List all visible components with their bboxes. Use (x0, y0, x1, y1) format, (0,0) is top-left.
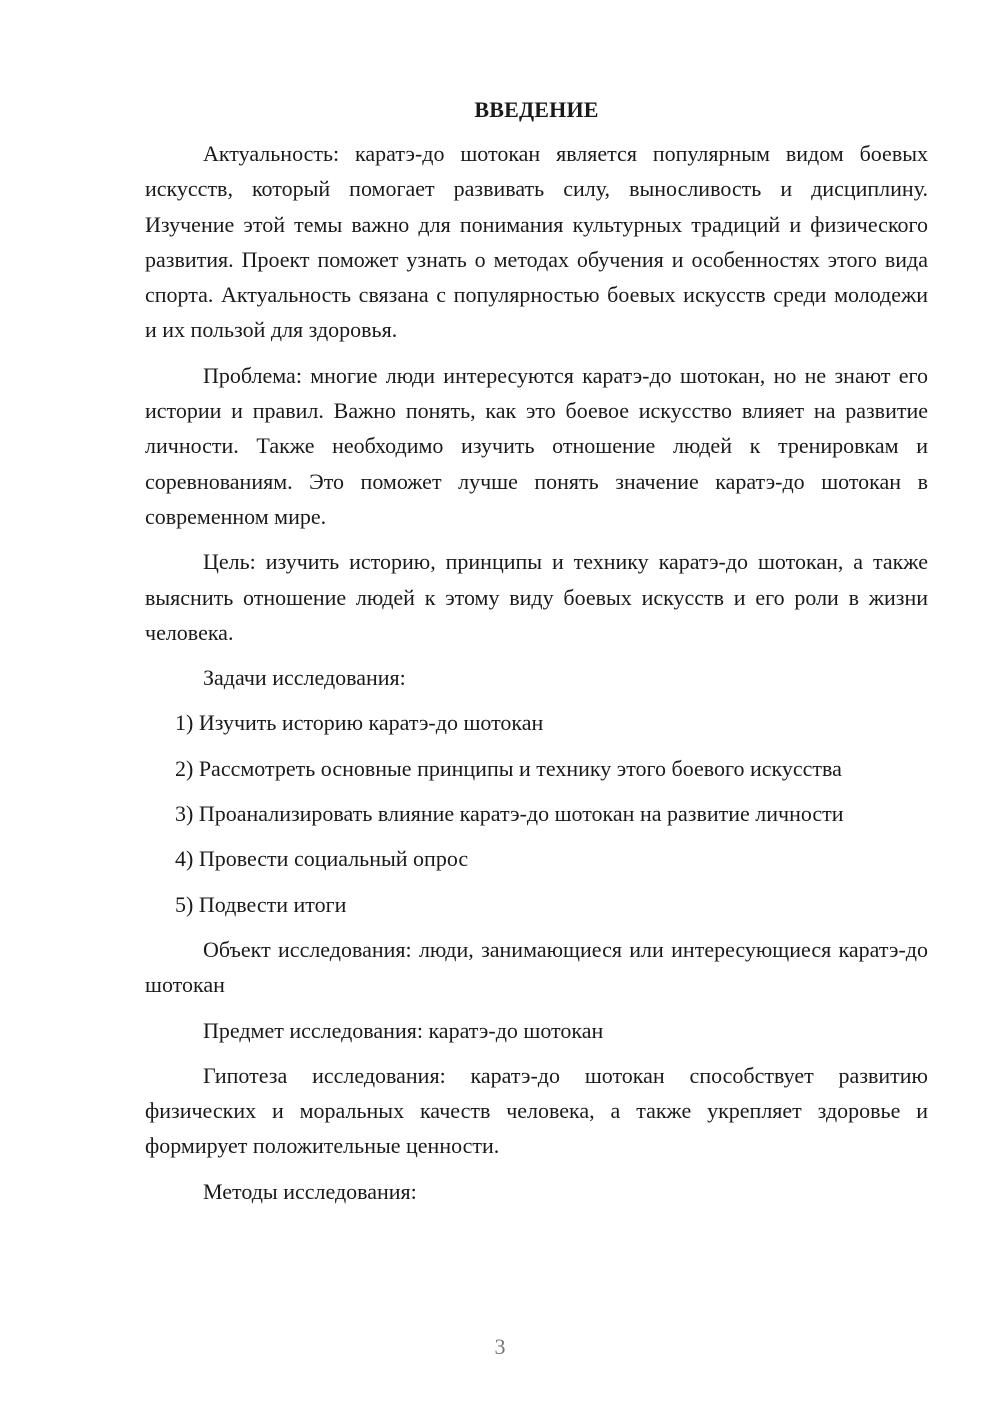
problem-paragraph: Проблема: многие люди интересуются каратэ-до шотокан, но не знают его истории и правил. Важно понять, как это боевое искусство влияет на развитие личности. Также необходимо изучить отношение людей к тренировкам и соревнованиям. Это поможет лучше понять значение каратэ-до шотокан в современном мире. (145, 362, 928, 529)
methods-heading: Методы исследования: (203, 1178, 417, 1204)
hypothesis-paragraph: Гипотеза исследования: каратэ-до шотокан способствует развитию физических и моральных качеств человека, а также укрепляет здоровье и формирует положительные ценности. (145, 1062, 928, 1159)
goal-paragraph: Цель: изучить историю, принципы и технику каратэ-до шотокан, а также выяснить отношение людей к этому виду боевых искусств и его роли в жизни человека. (145, 549, 928, 645)
subject-paragraph: Предмет исследования: каратэ-до шотокан (203, 1017, 604, 1043)
object-paragraph: Объект исследования: люди, занимающиеся или интересующиеся каратэ-до шотокан (145, 936, 928, 998)
page-number: 3 (494, 1334, 506, 1359)
relevance-paragraph: Актуальность: каратэ-до шотокан является популярным видом боевых искусств, который помогает развивать силу, выносливость и дисциплину. Изучение этой темы важно для понимания культурных традиций и физического развития. Проект поможет узнать о методах обучения и особенностях этого вида спорта. Актуальность связана с популярностью боевых искусств среди молодежи и их пользой для здоровья. (145, 141, 928, 343)
document-page (145, 96, 928, 1219)
task-item-1: 1) Изучить историю каратэ-до шотокан (175, 710, 544, 736)
task-item-5: 5) Подвести итоги (175, 891, 347, 917)
section-title: ВВЕДЕНИЕ (474, 97, 599, 122)
task-item-2: 2) Рассмотреть основные принципы и технику этого боевого искусства (175, 755, 842, 781)
task-item-4: 4) Провести социальный опрос (175, 846, 469, 872)
task-item-3: 3) Проанализировать влияние каратэ-до шотокан на развитие личности (175, 801, 844, 827)
tasks-heading: Задачи исследования: (203, 665, 406, 691)
